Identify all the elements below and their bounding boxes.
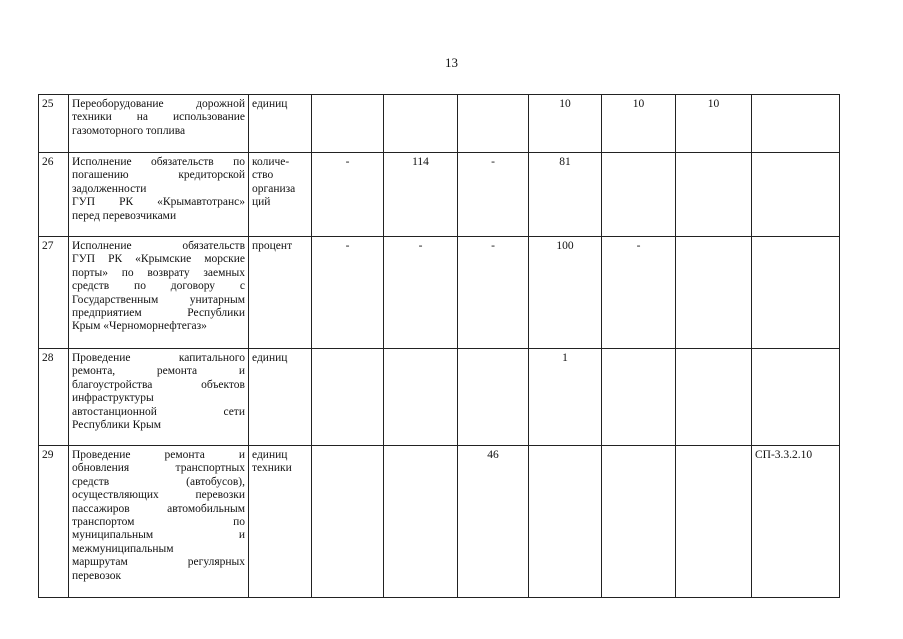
table-row <box>39 446 840 598</box>
unit-line: количе- <box>252 156 290 168</box>
description-line: перед перевозчиками <box>72 209 177 222</box>
description-line: предприятием Республики <box>72 307 245 320</box>
value-cell-2 <box>384 446 458 598</box>
unit-line: единиц <box>252 449 288 461</box>
value-cell-2: 114 <box>384 153 458 237</box>
value-cell-4 <box>529 446 602 598</box>
value-cell-3: - <box>458 153 529 237</box>
value-cell-7 <box>752 153 840 237</box>
value-cell-4: 81 <box>529 153 602 237</box>
description-line: Переоборудование дорожной <box>72 98 245 110</box>
unit-line: процент <box>252 240 293 252</box>
description-line: задолженности <box>72 182 147 195</box>
value-cell-5: 10 <box>602 95 676 153</box>
description-line: Крым «Черноморнефтегаз» <box>72 320 207 333</box>
description-line: инфраструктуры <box>72 392 154 405</box>
description-line: порты» по возврату заемных <box>72 266 245 279</box>
description-line: перевозок <box>72 569 122 582</box>
description-line: межмуниципальным <box>72 542 174 555</box>
value-cell-3 <box>458 349 529 446</box>
description-line: пассажиров автомобильным <box>72 502 245 515</box>
value-cell-6 <box>676 446 752 598</box>
table-row <box>39 349 840 446</box>
row-unit <box>249 153 312 237</box>
value-cell-7 <box>752 237 840 349</box>
value-cell-5 <box>602 349 676 446</box>
unit-line: ство <box>252 169 274 182</box>
unit-line: техники <box>252 462 292 475</box>
row-number: 25 <box>39 95 69 153</box>
row-unit <box>249 237 312 349</box>
value-cell-5: - <box>602 237 676 349</box>
unit-line: организа <box>252 182 296 195</box>
description-line: транспортом по <box>72 516 245 529</box>
description-line: ГУП РК «Крымские морские <box>72 253 245 266</box>
value-cell-4: 1 <box>529 349 602 446</box>
value-cell-1 <box>312 446 384 598</box>
value-cell-1: - <box>312 153 384 237</box>
row-unit <box>249 95 312 153</box>
value-cell-5 <box>602 153 676 237</box>
value-cell-4: 10 <box>529 95 602 153</box>
description-line: Государственным унитарным <box>72 293 245 306</box>
row-number: 29 <box>39 446 69 598</box>
value-cell-6 <box>676 153 752 237</box>
value-cell-6 <box>676 237 752 349</box>
description-line: Исполнение обязательств <box>72 240 245 252</box>
unit-line: единиц <box>252 98 288 110</box>
value-cell-2: - <box>384 237 458 349</box>
description-line: техники на использование <box>72 111 245 124</box>
row-description <box>69 95 249 153</box>
table-row <box>39 237 840 349</box>
row-number: 26 <box>39 153 69 237</box>
description-line: ГУП РК «Крымавтотранс» <box>72 196 245 209</box>
description-line: благоустройства объектов <box>72 378 245 391</box>
value-cell-5 <box>602 446 676 598</box>
indicators-table <box>38 94 840 598</box>
value-cell-2 <box>384 95 458 153</box>
row-description <box>69 237 249 349</box>
description-line: газомоторного топлива <box>72 124 186 137</box>
description-line: обновления транспортных <box>72 462 245 475</box>
value-cell-6 <box>676 349 752 446</box>
row-unit <box>249 446 312 598</box>
unit-line: ций <box>252 196 271 209</box>
description-line: муниципальным и <box>72 529 245 542</box>
page-number: 13 <box>445 55 458 70</box>
value-cell-2 <box>384 349 458 446</box>
table-row <box>39 153 840 237</box>
value-cell-3: - <box>458 237 529 349</box>
value-cell-7: СП-3.3.2.10 <box>752 446 840 598</box>
description-line: Проведение ремонта и <box>72 449 245 461</box>
description-line: средств (автобусов), <box>72 475 245 488</box>
row-unit <box>249 349 312 446</box>
description-line: маршрутам регулярных <box>72 556 245 569</box>
value-cell-1: - <box>312 237 384 349</box>
row-description <box>69 446 249 598</box>
value-cell-3 <box>458 95 529 153</box>
row-number: 27 <box>39 237 69 349</box>
value-cell-7 <box>752 95 840 153</box>
description-line: Исполнение обязательств по <box>72 156 245 168</box>
row-number: 28 <box>39 349 69 446</box>
unit-line: единиц <box>252 352 288 364</box>
value-cell-1 <box>312 349 384 446</box>
value-cell-7 <box>752 349 840 446</box>
description-line: ремонта, ремонта и <box>72 365 245 378</box>
description-line: автостанционной сети <box>72 405 245 418</box>
value-cell-4: 100 <box>529 237 602 349</box>
value-cell-6: 10 <box>676 95 752 153</box>
row-description <box>69 153 249 237</box>
description-line: погашению кредиторской <box>72 169 245 182</box>
description-line: осуществляющих перевозки <box>72 489 245 502</box>
description-line: Проведение капитального <box>72 352 245 364</box>
row-description <box>69 349 249 446</box>
description-line: средств по договору с <box>72 280 245 293</box>
value-cell-3: 46 <box>458 446 529 598</box>
value-cell-1 <box>312 95 384 153</box>
table-row <box>39 95 840 153</box>
description-line: Республики Крым <box>72 419 161 432</box>
